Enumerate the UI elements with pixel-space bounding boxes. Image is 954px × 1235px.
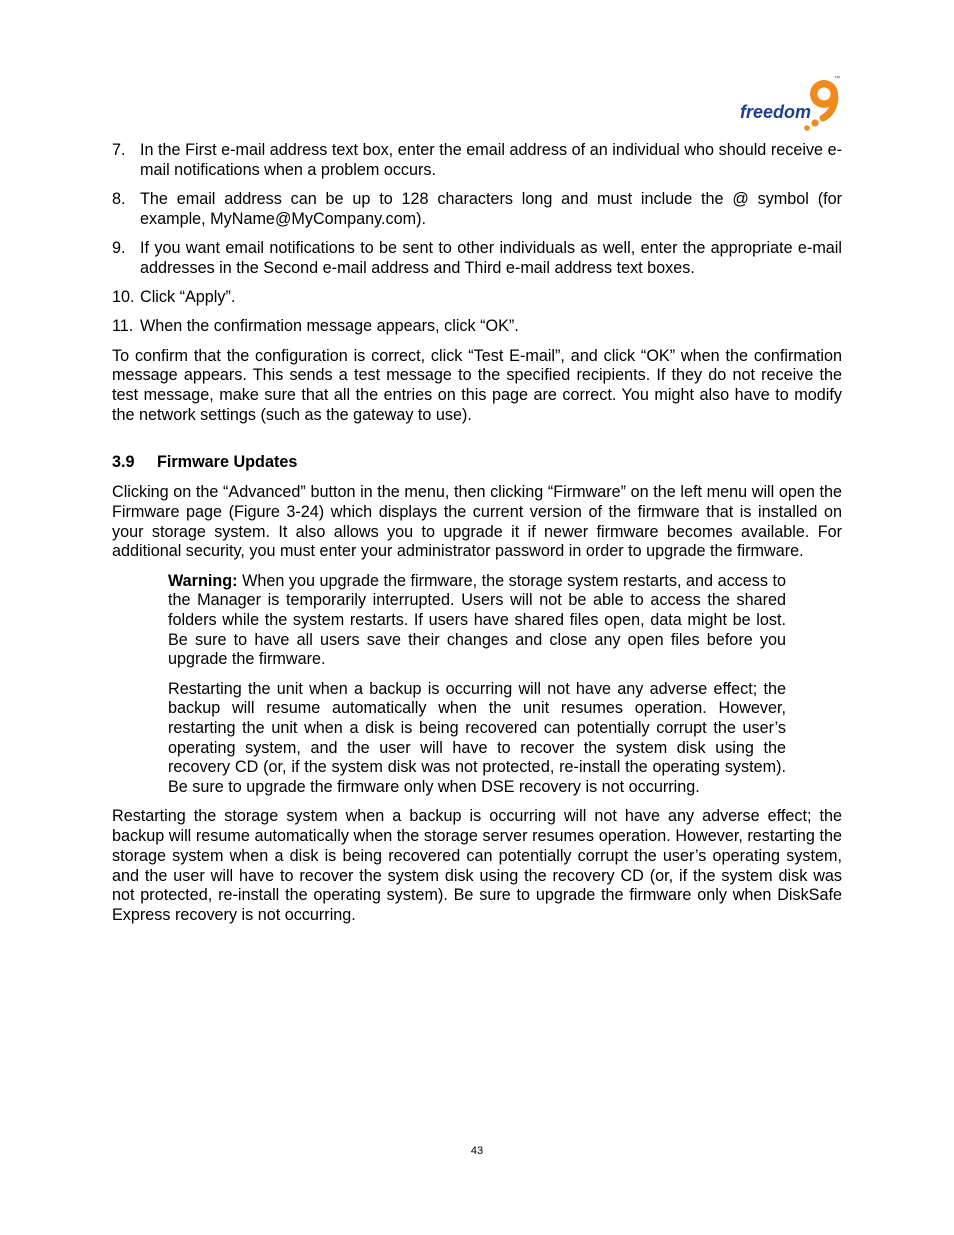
list-item bbox=[112, 288, 842, 308]
list-item bbox=[112, 190, 842, 229]
list-number: 11. bbox=[112, 317, 134, 336]
restart-note: Restarting the unit when a backup is occurring will not have any adverse effect; the backup will resume automatically when the unit resumes operation. However, restarting the unit when a disk is being recovered can potentially corrupt the user’s operating system, and the user will have to recover the system disk using the recovery CD (or, if the system disk was not protected, re-install the operating system). Be sure to upgrade the firmware only when DSE recovery is not occurring. bbox=[168, 679, 786, 797]
freedom9-logo bbox=[738, 74, 846, 134]
list-text: Click “Apply”. bbox=[140, 288, 236, 306]
warning-text: When you upgrade the firmware, the storage system restarts, and access to the Manager is temporarily interrupted. Users will not be able to access the shared folders while the system restarts. If users have shared files open, data might be lost. Be sure to have all users save their changes and close any open files before you upgrade the firmware. bbox=[168, 571, 786, 669]
logo-tm: ™ bbox=[834, 76, 840, 82]
page-content bbox=[112, 141, 842, 935]
list-text: If you want email notifications to be sent to other individuals as well, enter the appropriate e-mail addresses in the Second e-mail address and Third e-mail address text boxes. bbox=[140, 239, 842, 277]
section-intro: Clicking on the “Advanced” button in the menu, then clicking “Firmware” on the left menu will open the Firmware page (Figure 3-24) which displays the current version of the firmware that is installed on your storage system. It also allows you to upgrade it if newer firmware becomes available. For additional security, you must enter your administrator password in order to upgrade the firmware. bbox=[112, 483, 842, 561]
confirm-paragraph: To confirm that the configuration is correct, click “Test E-mail”, and click “OK” when the confirmation message appears. This sends a test message to the specified recipients. If they do not receive the test message, make sure that all the entries on this page are correct. You might also have to modify the network settings (such as the gateway to use). bbox=[112, 346, 842, 424]
warning-paragraph bbox=[168, 572, 786, 671]
section-heading bbox=[112, 453, 842, 473]
list-item bbox=[112, 141, 842, 180]
list-text: When the confirmation message appears, click “OK”. bbox=[140, 317, 519, 336]
logo-wordmark: freedom bbox=[740, 102, 812, 122]
list-text: The email address can be up to 128 characters long and must include the @ symbol (for example, MyName@MyCompany.com). bbox=[140, 190, 842, 228]
list-number: 7. bbox=[112, 141, 126, 159]
list-number: 8. bbox=[112, 190, 126, 208]
warning-label: Warning: bbox=[168, 571, 238, 590]
list-number: 9. bbox=[112, 239, 126, 257]
list-number: 10. bbox=[112, 288, 135, 306]
list-text: In the First e-mail address text box, enter the email address of an individual who should receive e-mail notifications when a problem occurs. bbox=[140, 141, 842, 179]
section-title: Firmware Updates bbox=[157, 453, 298, 472]
page-number: 43 bbox=[470, 1145, 484, 1157]
section-number: 3.9 bbox=[112, 453, 135, 472]
list-item bbox=[112, 317, 842, 337]
closing-paragraph: Restarting the storage system when a backup is occurring will not have any adverse effect; the backup will resume automatically when the storage server resumes operation. However, restarting the storage system when a disk is being recovered can potentially corrupt the user’s operating system, and the user will have to recover the system disk using the recovery CD (or, if the system disk was not protected, re-install the operating system). Be sure to upgrade the firmware only when DiskSafe Express recovery is not occurring. bbox=[112, 807, 842, 924]
list-item bbox=[112, 239, 842, 278]
